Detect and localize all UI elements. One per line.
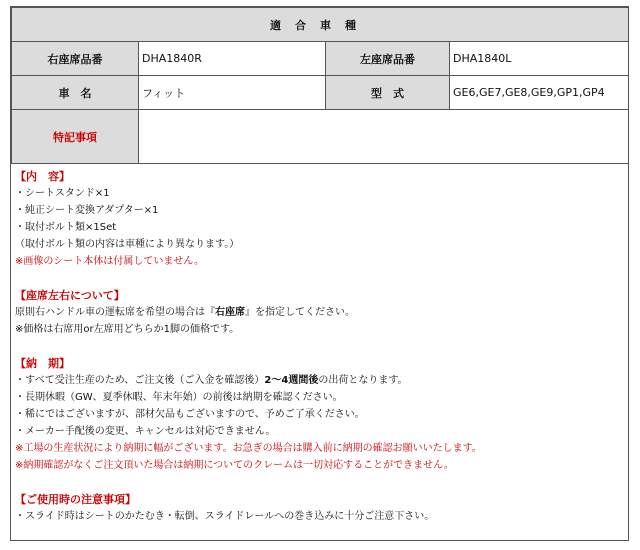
spec-table (11, 7, 629, 164)
delivery-note: ※納期確認がなくご注文頂いた場合は納期についてのクレームは一切対応することができません。 (15, 460, 454, 471)
delivery-text: の出荷となります。 (318, 375, 408, 386)
delivery-line (15, 372, 624, 389)
left-seat-label: 左座席品番 (326, 42, 450, 76)
contents-line: ・純正シート変換アダプター×1 (15, 205, 159, 216)
delivery-text: ・すべて受注生産のため、ご注文後（ご入金を確認後） (15, 375, 265, 386)
caution-line: ・スライド時はシートのかたむき・転倒、スライドレールへの巻き込みに十分ご注意下さい。 (15, 511, 435, 522)
contents-heading: 【内 容】 (15, 170, 70, 183)
delivery-line: ・メーカー手配後の変更、キャンセルは対応できません。 (15, 426, 276, 437)
delivery-heading: 【納 期】 (15, 357, 70, 370)
delivery-line: ・稀にではございますが、部材欠品もございますので、予めご了承ください。 (15, 409, 365, 420)
right-seat-label: 右座席品番 (12, 42, 139, 76)
delivery-note: ※工場の生産状況により納期に幅がございます。お急ぎの場合は購入前に納期の確認お願いいたします。 (15, 443, 482, 454)
delivery-line: ・長期休暇（GW、夏季休暇、年末年始）の前後は納期を確認ください。 (15, 392, 343, 403)
page-title: 適合車種 (12, 8, 629, 42)
contents-line: ・取付ボルト類×1Set (15, 222, 117, 233)
model-label: 型 式 (326, 76, 450, 110)
right-seat-part-number: DHA1840R (139, 42, 326, 76)
seat-side-text: 原則右ハンドル車の運転席を希望の場合は『 (15, 307, 215, 318)
car-name-value: フィット (139, 76, 326, 110)
contents-line: ・シートスタンド×1 (15, 188, 110, 199)
seat-side-line (15, 304, 624, 321)
contents-note: ※画像のシート本体は付属していません。 (15, 256, 204, 267)
car-name-label: 車 名 (12, 76, 139, 110)
seat-side-heading: 【座席左右について】 (15, 289, 125, 302)
left-seat-part-number: DHA1840L (450, 42, 629, 76)
special-notes-value (139, 110, 629, 164)
details-section (11, 164, 628, 525)
seat-side-text: 』を指定してください。 (245, 307, 355, 318)
model-value: GE6,GE7,GE8,GE9,GP1,GP4 (450, 76, 629, 110)
delivery-weeks-emphasis: 2〜4週間後 (264, 375, 319, 386)
contents-line: （取付ボルト類の内容は車種により異なります。） (15, 239, 240, 250)
right-seat-emphasis: 右座席 (215, 307, 245, 318)
seat-side-price-note: ※価格は右席用or左席用どちらか1脚の価格です。 (15, 324, 240, 335)
caution-heading: 【ご使用時の注意事項】 (15, 493, 136, 506)
compatibility-sheet (10, 6, 629, 541)
special-notes-label: 特記事項 (12, 110, 139, 164)
